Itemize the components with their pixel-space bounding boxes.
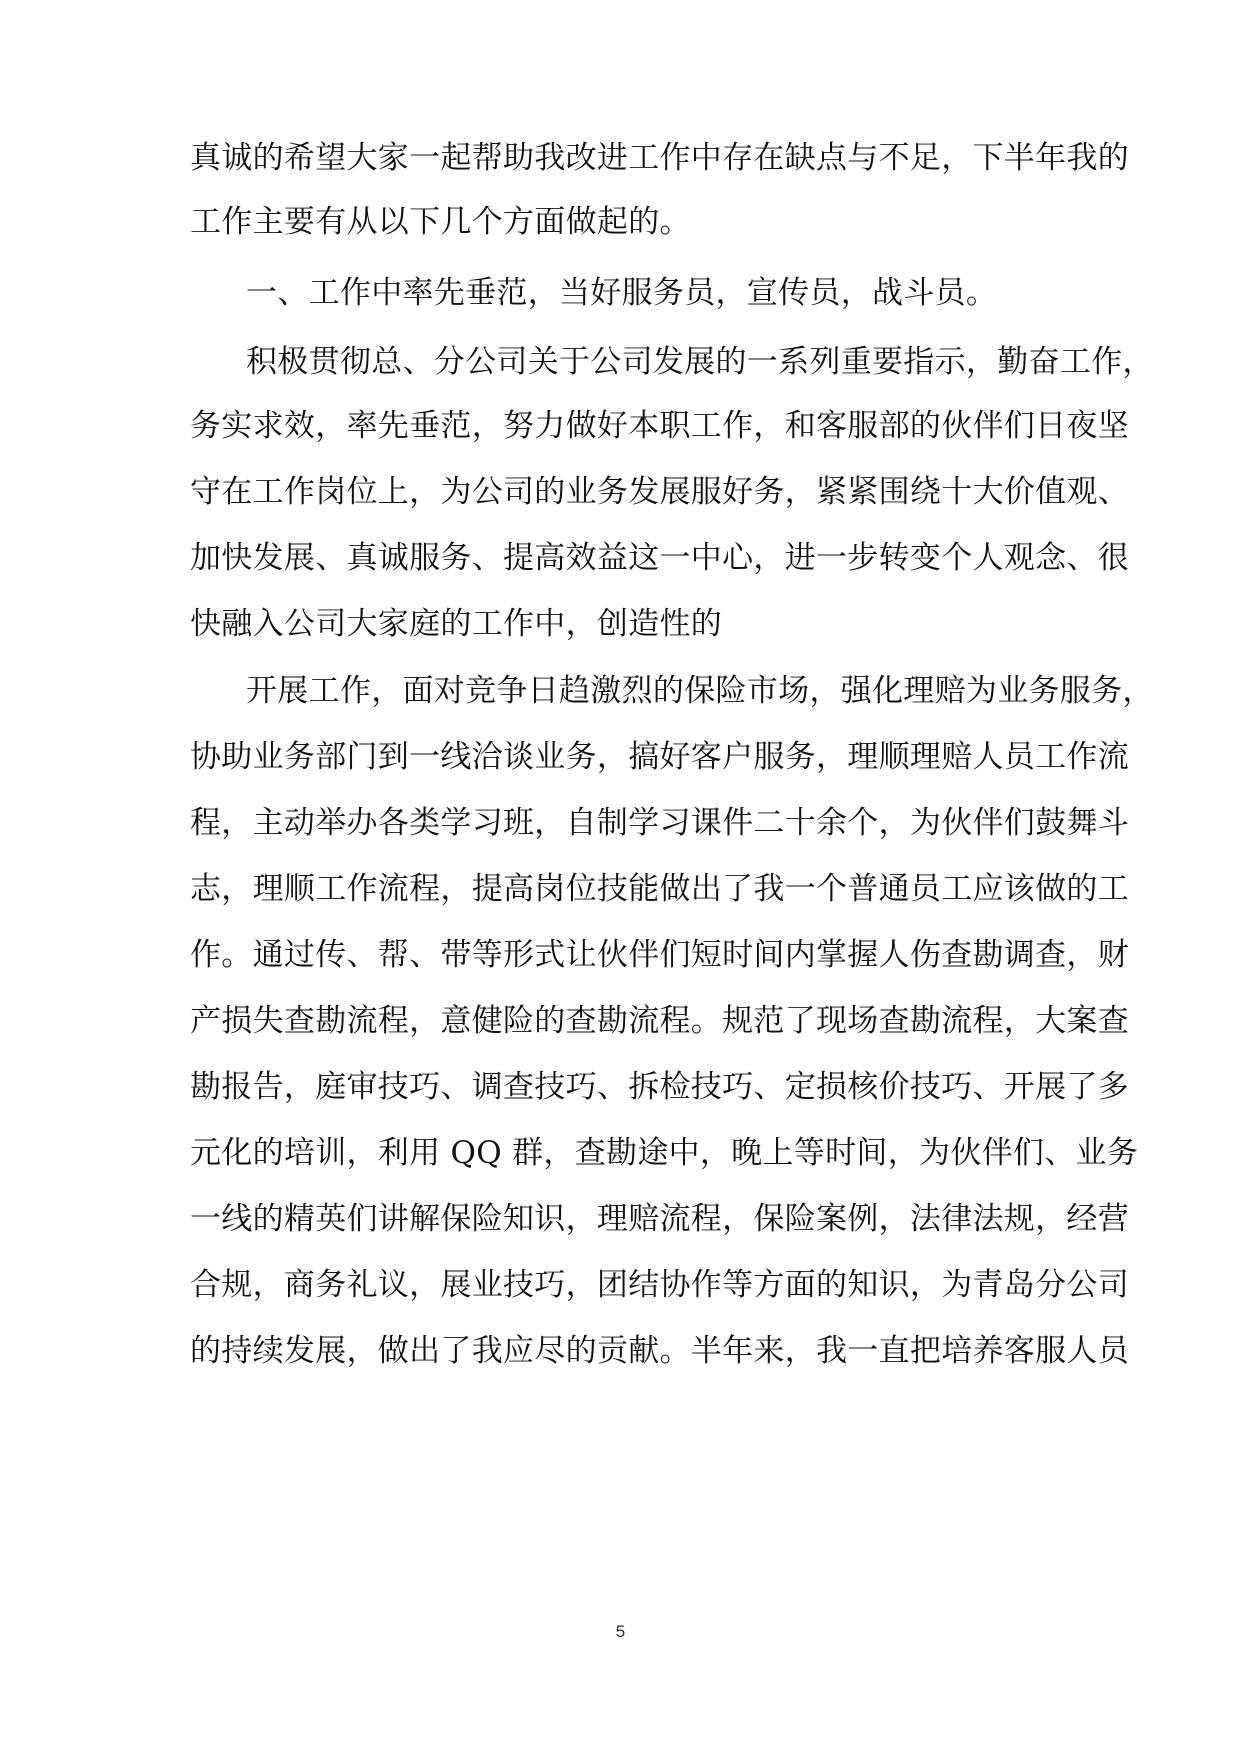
text-line: 的持续发展，做出了我应尽的贡献。半年来，我一直把培养客服人员 bbox=[190, 1333, 1129, 1369]
text-line: 快融入公司大家庭的工作中，创造性的 bbox=[190, 606, 723, 642]
text-line: 合规，商务礼议，展业技巧，团结协作等方面的知识，为青岛分公司 bbox=[190, 1267, 1129, 1303]
text-line: 元化的培训，利用 QQ 群，查勘途中，晚上等时间，为伙伴们、业务 bbox=[190, 1135, 1139, 1171]
text-line: 守在工作岗位上，为公司的业务发展服好务，紧紧围绕十大价值观、 bbox=[190, 474, 1129, 510]
text-line: 志，理顺工作流程，提高岗位技能做出了我一个普通员工应该做的工 bbox=[190, 871, 1129, 907]
paragraph-first-line: 积极贯彻总、分公司关于公司发展的一系列重要指示，勤奋工作， bbox=[246, 344, 1154, 380]
text-line: 产损失查勘流程，意健险的查勘流程。规范了现场查勘流程，大案查 bbox=[190, 1003, 1129, 1039]
paragraph-first-line: 开展工作，面对竞争日趋激烈的保险市场，强化理赔为业务服务， bbox=[246, 673, 1154, 709]
text-line: 程，主动举办各类学习班，自制学习课件二十余个，为伙伴们鼓舞斗 bbox=[190, 805, 1129, 841]
text-line: 真诚的希望大家一起帮助我改进工作中存在缺点与不足，下半年我的 bbox=[190, 140, 1129, 176]
section-heading: 一、工作中率先垂范，当好服务员，宣传员，战斗员。 bbox=[246, 275, 998, 311]
text-line: 作。通过传、帮、带等形式让伙伴们短时间内掌握人伤查勘调查，财 bbox=[190, 937, 1129, 973]
text-line: 工作主要有从以下几个方面做起的。 bbox=[190, 204, 691, 240]
text-line: 勘报告，庭审技巧、调查技巧、拆检技巧、定损核价技巧、开展了多 bbox=[190, 1069, 1129, 1105]
text-line: 务实求效，率先垂范，努力做好本职工作，和客服部的伙伴们日夜坚 bbox=[190, 408, 1129, 444]
page-number: 5 bbox=[615, 1622, 626, 1641]
text-line: 一线的精英们讲解保险知识，理赔流程，保险案例，法律法规，经营 bbox=[190, 1201, 1129, 1237]
text-line: 加快发展、真诚服务、提高效益这一中心，进一步转变个人观念、很 bbox=[190, 540, 1129, 576]
text-line: 协助业务部门到一线洽谈业务，搞好客户服务，理顺理赔人员工作流 bbox=[190, 739, 1129, 775]
